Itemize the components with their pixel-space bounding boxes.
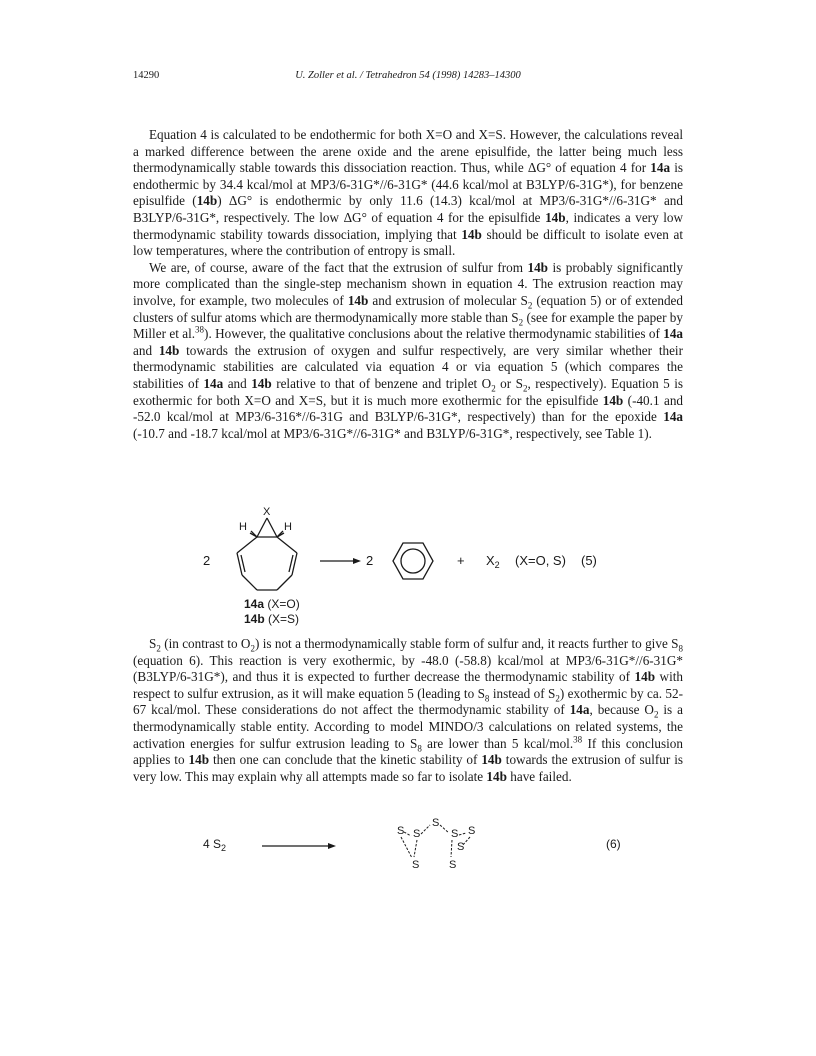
page-header: [133, 70, 683, 84]
eq5-hydrogen-left: H: [239, 521, 247, 533]
eq5-x2: $X_2$: [486, 553, 500, 570]
s8-atom: S: [397, 825, 405, 837]
equation-6-number: (6): [606, 837, 621, 851]
running-head: U. Zoller et al. / Tetrahedron 54 (1998) 14283–14300: [295, 70, 521, 81]
eq5-plus: +: [457, 553, 465, 568]
paragraph-sulfur-extrusion: We are, of course, aware of the fact that the extrusion of sulfur from 14b is probably significantly more complicated than the single-step mechanism shown in equation 4. The extrusion reaction may involve, for example, two molecules of 14b and extrusion of molecular $S_2$ (equation 5) or of extended clusters of sulfur atoms which are thermodynamically more stable than $S_2$ (see for example the paper by Miller et al.$^{38}$). However, the qualitative conclusions about the relative thermodynamic stabilities of 14a and 14b towards the extrusion of oxygen and sulfur respectively, are very similar whether their thermodynamic stabilities are calculated via equation 4 or via equation 5 (which compares the stabilities of 14a and 14b relative to that of benzene and triplet $O_2$ or $S_2$, respectively). Equation 5 is exothermic for both X=O and X=S, but it is much more exothermic for the episulfide 14b (-40.1 and -52.0 kcal/mol at MP3/6-316*//6-31G and B3LYP/6-31G*, respectively) than for the epoxide 14a (-10.7 and -18.7 kcal/mol at MP3/6-31G*//6-31G* and B3LYP/6-31G*, respectively, see Table 1).: [133, 259, 684, 441]
paragraph-equation4-discussion: Equation 4 is calculated to be endothermic for both X=O and X=S. However, the calculations reveal a marked difference between the arene oxide and the arene episulfide, the latter being much less thermodynamically stable towards this dissociation reaction. Thus, while ΔG° of equation 4 for 14a is endothermic by 34.4 kcal/mol at MP3/6-31G*//6-31G* (44.6 kcal/mol at B3LYP/6-31G*), for benzene episulfide (14b) ΔG° is endothermic by only 11.6 (14.3) kcal/mol at MP3/6-31G*//6-31G* and B3LYP/6-31G*, respectively. The low ΔG° of equation 4 for the episulfide 14b, indicates a very low thermodynamic stability towards dissociation, implying that 14b should be difficult to isolate even at low temperatures, where the contribution of entropy is small.: [133, 127, 683, 259]
s8-atom: S: [413, 828, 421, 840]
eq5-right-coefficient: 2: [366, 553, 374, 568]
equation-5-scheme: [203, 506, 597, 626]
s8-atom: S: [451, 828, 459, 840]
page-number: 14290: [133, 70, 160, 81]
reaction-arrow-eq5: [320, 558, 361, 564]
compound-14a-label: 14a (X=O): [244, 597, 300, 611]
eq5-left-coefficient: 2: [203, 553, 211, 568]
arene-episulfide-structure: [237, 518, 297, 590]
s8-atom: S: [457, 841, 465, 853]
s8-atom: S: [468, 825, 476, 837]
s8-bonds: [401, 825, 470, 858]
eq5-hydrogen-right: H: [284, 521, 292, 533]
equation-5-number: (5): [581, 553, 597, 568]
equation-6-scheme: [203, 817, 621, 871]
body-text-bottom: [133, 636, 683, 785]
compound-14b-label: 14b (X=S): [244, 612, 300, 626]
eq5-condition: (X=O, S): [515, 553, 566, 568]
s8-atom: S: [432, 817, 440, 829]
paragraph-s8-formation: $S_2$ (in contrast to $O_2$) is not a thermodynamically stable form of sulfur and, it reacts further to give $S_8$ (equation 6). This reaction is very exothermic, by -48.0 (-58.8) kcal/mol at MP3/6-31G*//6-31G* (B3LYP/6-31G*), and thus it is expected to further decrease the thermodynamic stability of 14b with respect to sulfur extrusion, as it will make equation 5 (leading to $S_8$ instead of $S_2$) exothermic by ca. 52-67 kcal/mol. These considerations do not affect the thermodynamic stability of 14a, because $O_2$ is a thermodynamically stable entity. According to model MINDO/3 calculations on related systems, the activation energies for sulfur extrusion leading to $S_8$ are lower than 5 kcal/mol.$^{38}$ If this conclusion applies to 14b then one can conclude that the kinetic stability of 14b towards the extrusion of sulfur is very low. This may explain why all attempts made so far to isolate 14b have failed.: [133, 636, 683, 784]
benzene-structure: [393, 543, 433, 579]
s8-atom: S: [412, 859, 420, 871]
reaction-arrow-eq6: [262, 843, 336, 849]
eq5-heteroatom-x: X: [263, 506, 271, 518]
s8-crown-structure: [397, 817, 475, 871]
body-text-top: [133, 127, 683, 442]
s8-atom: S: [449, 859, 457, 871]
eq6-reactant: 4 $S_2$: [203, 837, 227, 853]
